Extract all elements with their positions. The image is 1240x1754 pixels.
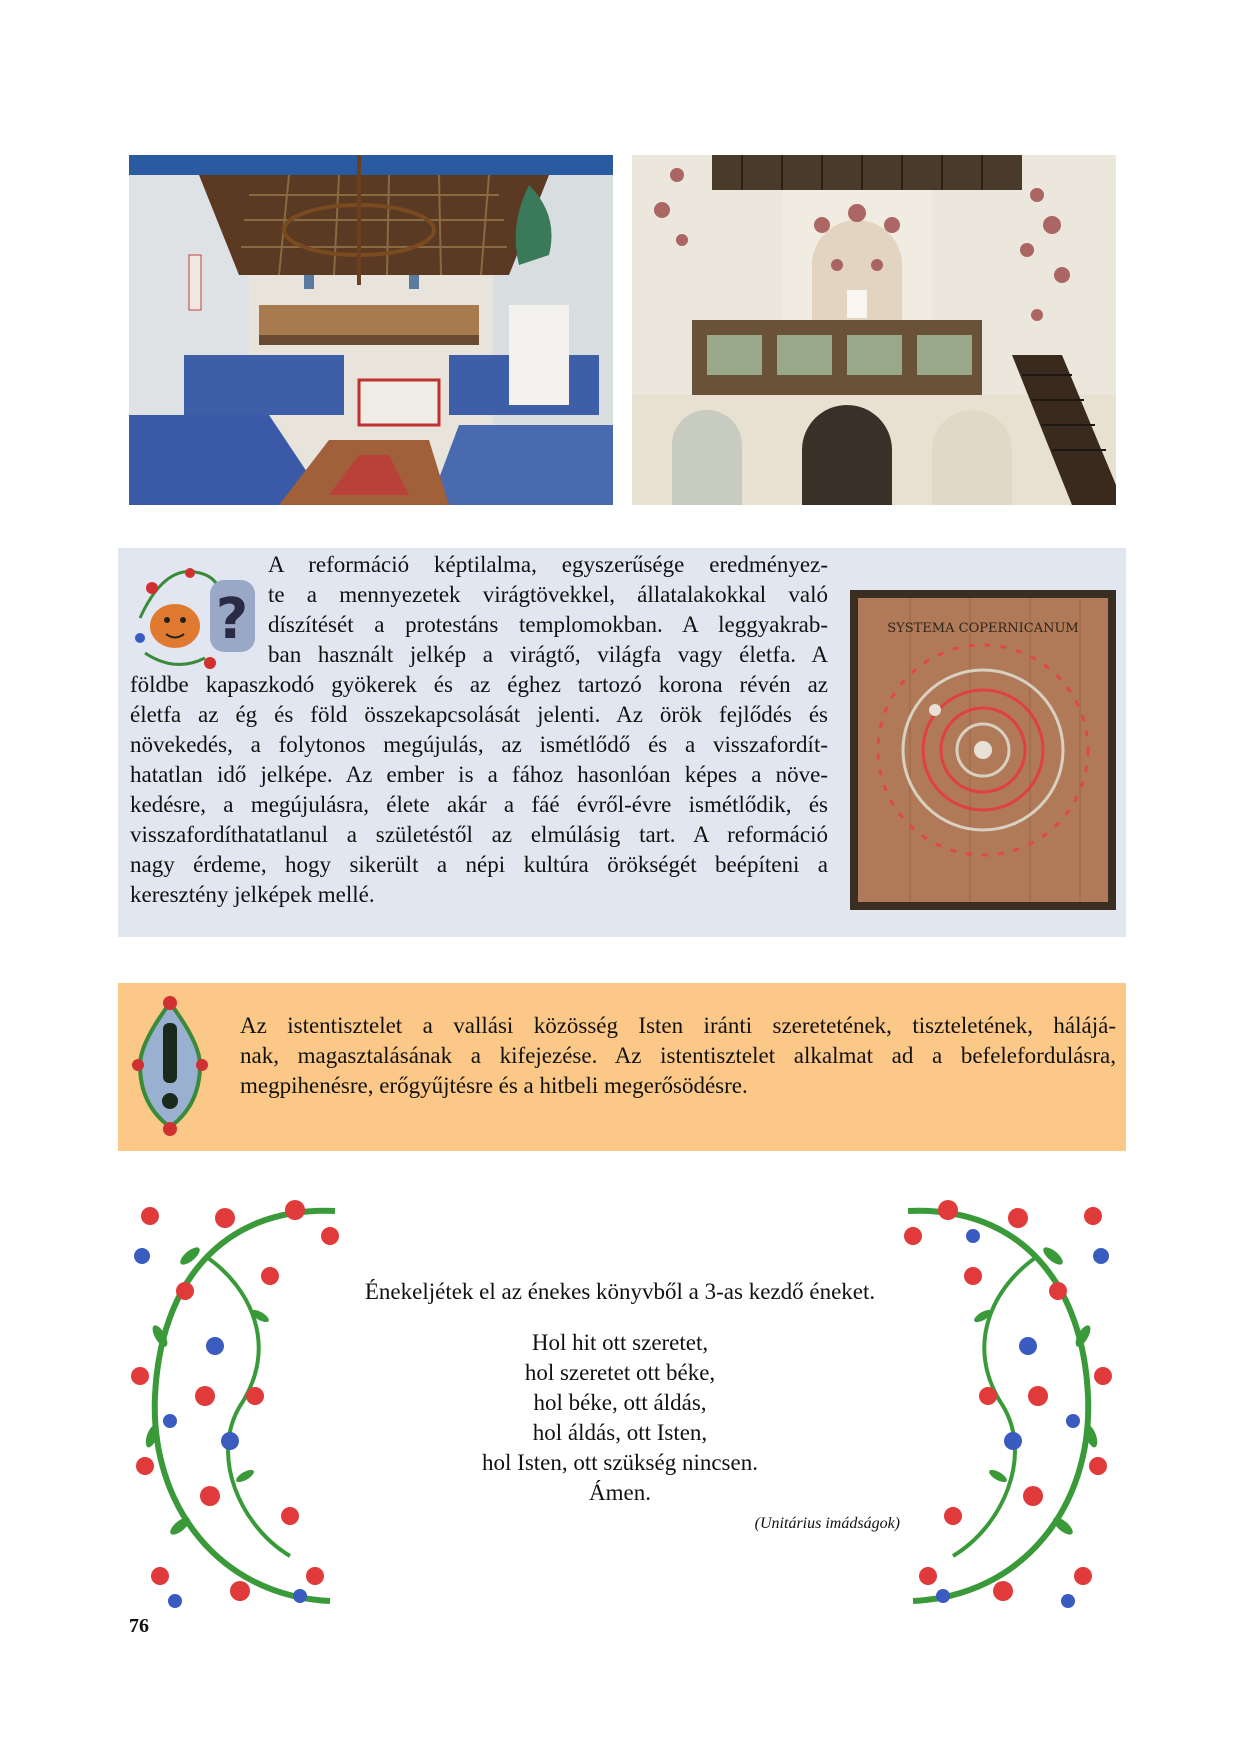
note-text-line: megpihenésre, erőgyűjtésre és a hitbeli megerősödésre.	[240, 1073, 748, 1098]
info-text-line: te a mennyezetek virágtövekkel, állatalakokkal való	[268, 582, 828, 607]
painting-inscription: SYSTEMA COPERNICANUM	[887, 621, 1079, 636]
info-text-line: földbe kapaszkodó gyökerek és az éghez tartozó korona révén az	[130, 672, 828, 697]
painted-panel-photo	[850, 590, 1116, 910]
info-text-line: A reformáció képtilalma, egyszerűsége eredményez-	[268, 552, 828, 577]
poem-line: hol áldás, ott Isten,	[532, 1420, 708, 1445]
info-text-line: visszafordíthatatlanul a születéstől az elmúlásig tart. A reformáció	[130, 822, 828, 847]
exclamation-flower-icon	[130, 993, 210, 1138]
info-text-line: életfa az ég és föld összekapcsolását jelenti. Az örök fejlődés és	[130, 702, 828, 727]
floral-border-right	[898, 1196, 1113, 1611]
church-gallery-photo	[632, 155, 1116, 505]
song-instruction: Énekeljétek el az énekes könyvből a 3-as kezdő éneket.	[364, 1279, 876, 1304]
svg-text:?: ?	[215, 587, 249, 652]
poem-source: (Unitárius imádságok)	[754, 1515, 900, 1532]
note-text-line: Az istentisztelet a vallási közösség Isten iránti szeretetének, tiszteletének, hálájá-	[240, 1013, 1116, 1038]
floral-border-left	[130, 1196, 345, 1611]
poem-line: Ámen.	[589, 1480, 651, 1505]
poem-line: Hol hit ott szeretet,	[531, 1330, 709, 1355]
info-text-line: hatatlan idő jelképe. Az ember is a fához hasonlóan képes a növe-	[130, 762, 828, 787]
info-text-line: kedésre, a megújulásra, élete akár a fáé évről-évre ismétlődik, és	[130, 792, 828, 817]
info-text-line: keresztény jelképek mellé.	[130, 882, 375, 907]
info-text-line: növekedés, a folytonos megújulás, az ismétlődő és a visszafordít-	[130, 732, 828, 757]
info-text-line: díszítését a protestáns templomokban. A leggyakrab-	[268, 612, 828, 637]
poem-line: hol béke, ott áldás,	[533, 1390, 707, 1415]
poem-line: hol Isten, ott szükség nincsen.	[482, 1450, 758, 1475]
page-number: 76	[129, 1615, 149, 1637]
info-text-line: ban használt jelkép a virágtő, világfa vagy életfa. A	[268, 642, 828, 667]
church-interior-photo	[129, 155, 613, 505]
question-flower-icon	[130, 558, 265, 673]
poem-line: hol szeretet ott béke,	[524, 1360, 716, 1385]
note-text-line: nak, magasztalásának a kifejezése. Az istentisztelet alkalmat ad a befelefordulásra,	[240, 1043, 1116, 1068]
info-text-line: nagy érdeme, hogy sikerült a népi kultúra örökségét beépíteni a	[130, 852, 828, 877]
